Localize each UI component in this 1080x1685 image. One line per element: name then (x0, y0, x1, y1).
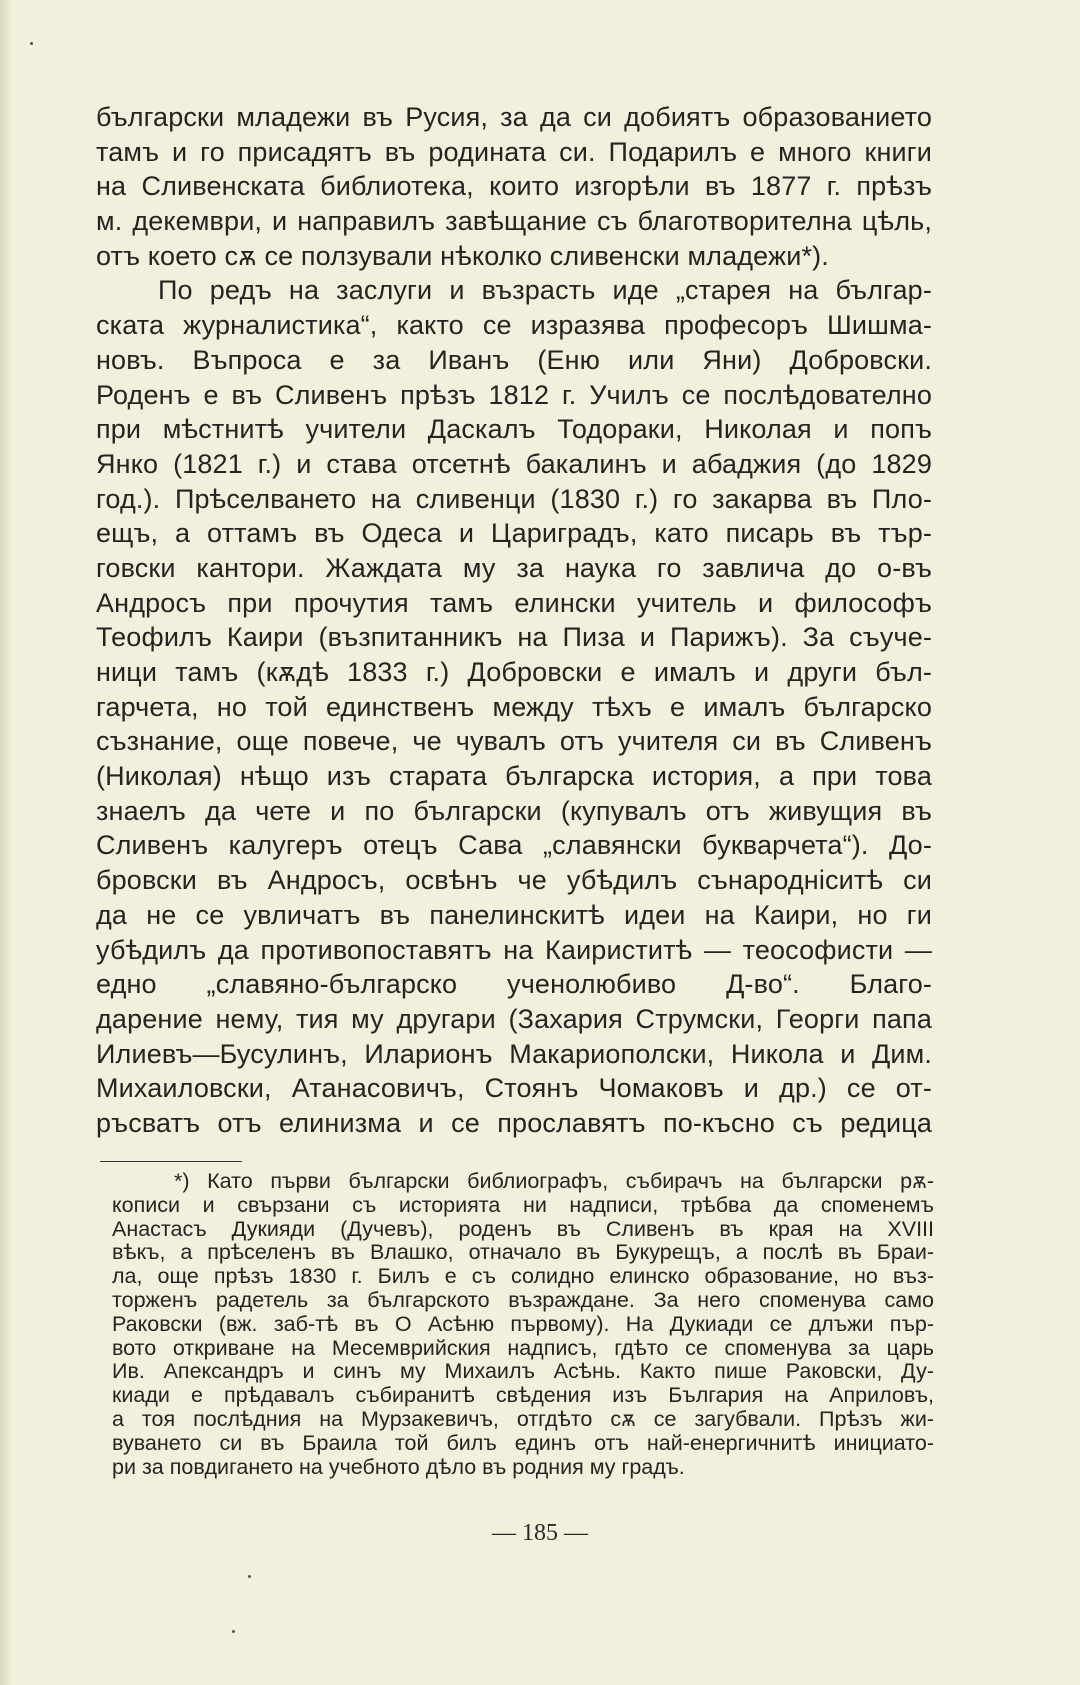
text-line: гарчета, но той единственъ между тѣхъ е ималъ българско (96, 691, 932, 722)
text-line: Михаиловски, Атанасовичъ, Стоянъ Чомаковъ и др.) се от- (96, 1073, 932, 1104)
footnote-line: ри за повдигането на учебното дѣло въ родния му градъ. (112, 1454, 685, 1479)
text-line: Янко (1821 г.) и става отсетнѣ бакалинъ и абаджия (до 1829 (96, 448, 932, 479)
text-line: убѣдилъ да противопоставятъ на Каириститѣ — теософисти — (96, 934, 932, 965)
footnote (112, 1170, 934, 1479)
text-line: Илиевъ—Бусулинъ, Иларионъ Макариополски, Никола и Дим. (96, 1038, 932, 1069)
footnote-line: ла, още прѣзъ 1830 г. Билъ е съ солидно елинско образование, но въз- (112, 1264, 934, 1289)
scan-speck (30, 42, 33, 45)
footnote-line: кописи и свързани съ историята ни надписи, трѣбва да споменемъ (112, 1192, 934, 1217)
main-text (96, 100, 932, 1141)
text-line: Роденъ е въ Сливенъ прѣзъ 1812 г. Училъ се послѣдователно (96, 379, 932, 410)
scan-speck (232, 1630, 235, 1633)
paragraph-start: По редъ на заслуги и възрасть иде „старея на българ- (158, 275, 932, 306)
footnote-line: Ив. Апександръ и синъ му Михаилъ Асѣнь. Както пише Раковски, Ду- (112, 1359, 934, 1384)
text-line: отъ което сѫ се ползували нѣколко сливенски младежи*). (96, 240, 829, 271)
text-line: съзнание, още повече, че чувалъ отъ учителя си въ Сливенъ (96, 726, 932, 757)
footnote-line: вуването си въ Браила той билъ единъ отъ най-енергичнитѣ инициато- (112, 1430, 934, 1455)
text-line: Андросъ при прочутия тамъ елински учитель и философъ (96, 587, 932, 618)
text-line: новъ. Въпроса е за Иванъ (Еню или Яни) Добровски. (96, 344, 932, 375)
text-line: тамъ и го присадятъ въ родината си. Подарилъ е много книги (96, 136, 932, 167)
text-line: дарение нему, тия му другари (Захария Струмски, Георги папа (96, 1003, 932, 1034)
text-line: говски кантори. Жаждата му за наука го завлича до о-въ (96, 552, 932, 583)
text-line: бровски въ Андросъ, освѣнъ че убѣдилъ сънароднicитѣ си (96, 865, 932, 896)
text-line: Сливенъ калугеръ отецъ Сава „славянски букварчета“). До- (96, 830, 932, 861)
text-line: български младежи въ Русия, за да си добиятъ образованието (96, 102, 932, 132)
footnote-line: торженъ радетель за българското възраждане. За него споменува само (112, 1287, 934, 1312)
text-line: ници тамъ (кѫдѣ 1833 г.) Добровски е ималъ и други бъл- (96, 657, 932, 687)
page-edge-shadow (0, 0, 12, 1685)
text-line: на Сливенската библиотека, които изгорѣли въ 1877 г. прѣзъ (96, 171, 932, 202)
text-line: ръсватъ отъ елинизма и се прославятъ по-късно съ редица (96, 1107, 932, 1138)
text-line: едно „славяно-българско ученолюбиво Д-во“. Благо- (96, 969, 932, 1000)
text-line: ещъ, а оттамъ въ Одеса и Цариградъ, като писарь въ тър- (96, 518, 932, 549)
text-line: год.). Прѣселването на сливенци (1830 г.) го закарва въ Пло- (96, 483, 932, 514)
footnote-line: *) Като първи български библиографъ, събирачъ на български рѫ- (174, 1169, 934, 1193)
page-number: — 185 — (492, 1520, 588, 1546)
footnote-divider (100, 1161, 242, 1162)
text-line: Теофилъ Каири (възпитанникъ на Пиза и Парижъ). За съуче- (96, 622, 932, 653)
text-line: знаелъ да чете и по български (купувалъ отъ живущия въ (96, 795, 932, 826)
text-line: при мѣстнитѣ учители Даскалъ Тодораки, Николая и попъ (96, 414, 932, 445)
text-line: (Николая) нѣщо изъ старата българска история, а при това (96, 761, 932, 792)
footnote-line: Анастасъ Дукияди (Дучевъ), роденъ въ Сливенъ въ края на XVIII (112, 1216, 934, 1241)
footnote-line: вѣкъ, а прѣселенъ въ Влашко, отначало въ Букурещъ, а послѣ въ Браи- (112, 1240, 934, 1265)
footnote-line: вото откриване на Месемврийския надписъ, гдѣто се споменува за царь (112, 1335, 934, 1360)
text-line: ската журналистика“, както се изразява професоръ Шишма- (96, 310, 932, 341)
text-line: м. декември, и направилъ завѣщание съ благотворителна цѣль, (96, 206, 932, 237)
footnote-line: Раковски (вж. заб-тѣ въ О Асѣню първому). На Дукиади се длъжи пър- (112, 1311, 934, 1336)
text-line: да не се увличатъ въ панелинскитѣ идеи на Каири, но ги (96, 899, 932, 930)
footnote-line: а тоя послѣдния на Мурзакевичъ, отгдѣто сѫ се загубвали. Прѣзъ жи- (112, 1406, 934, 1431)
footnote-line: киади е прѣдавалъ събиранитѣ свѣдения изъ България на Априловъ, (112, 1383, 934, 1408)
scan-speck (248, 1575, 251, 1578)
